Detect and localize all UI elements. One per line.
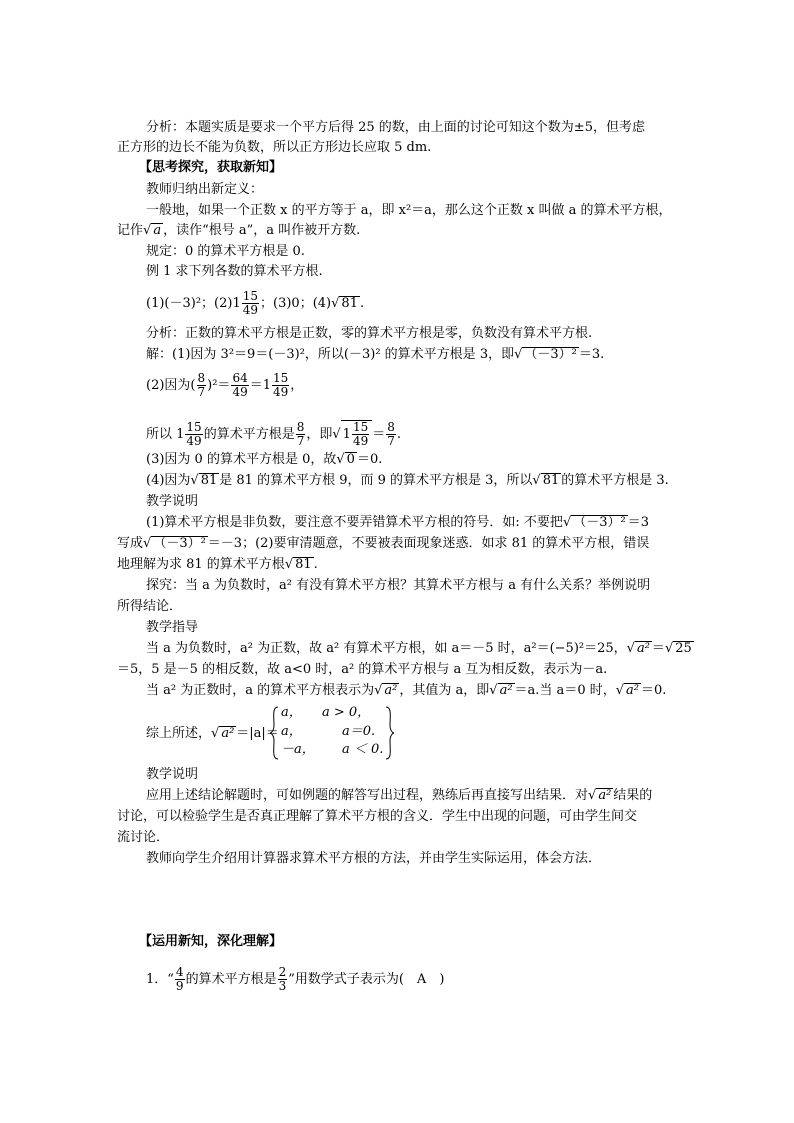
note2-line-4: 教师向学生介绍用计算器求算术平方根的方法，并由学生实际运用，体会方法．: [146, 851, 602, 866]
denominator: 9: [175, 979, 184, 993]
text: ，即: [306, 427, 333, 442]
denominator: 7: [197, 385, 206, 399]
heading-teaching-notes: 教学说明: [146, 494, 199, 509]
section-heading-apply: 【运用新知，深化理解】: [139, 934, 283, 949]
text: ＝－3；(2)要审清题意，不要被表面现象迷惑．如求 81 的算术平方根，错误: [207, 536, 650, 551]
numerator: 15: [186, 420, 202, 434]
sqrt-symbol: √ a²: [374, 683, 398, 698]
sqrt-symbol: √ 25: [664, 641, 692, 656]
radicand: a²: [384, 683, 398, 698]
text: 写成: [117, 536, 144, 551]
case-2-value: a，: [281, 724, 302, 739]
text: (2)因为(: [146, 378, 196, 393]
text: 结果的: [613, 788, 653, 803]
denominator: 3: [278, 979, 287, 993]
explore-line-1: 探究：当 a 为负数时，a² 有没有算术平方根？其算术平方根与 a 有什么关系？举例说明: [146, 578, 651, 593]
explore-line-2: 所得结论．: [117, 599, 183, 614]
solution-2: [146, 372, 303, 399]
summary-formula: [146, 726, 279, 742]
text: ，其值为 a，即: [399, 683, 490, 698]
section-heading-explore: 【思考探究，获取新知】: [139, 160, 283, 175]
sqrt-symbol: √ 81: [532, 473, 560, 488]
sqrt-symbol: √ （－3）²: [562, 515, 626, 530]
denominator: 7: [296, 434, 305, 448]
solution-2b: [146, 420, 401, 448]
text: (1)算术平方根是非负数，要注意不要弄错算术平方根的符号．如: 不要把: [146, 515, 563, 530]
text: ”用数学式子表示为( A ): [288, 972, 445, 987]
fraction: [185, 421, 202, 448]
text: 的算术平方根是: [203, 427, 295, 442]
sqrt-symbol: √ （－3）²: [143, 536, 206, 551]
numerator: 15: [273, 371, 289, 385]
guide-line-3: [146, 683, 666, 699]
fraction: [242, 290, 259, 317]
text: ；(3)0；(4): [260, 296, 332, 311]
definition-line-2: [117, 223, 360, 239]
text: 1．“: [146, 972, 174, 987]
sqrt-symbol: √ a²: [626, 641, 650, 656]
denominator: 49: [186, 434, 202, 448]
text: 的算术平方根是 3.: [561, 473, 669, 488]
example-1-title: 例 1 求下列各数的算术平方根.: [146, 264, 323, 279]
text: .: [313, 557, 318, 572]
note2-line-3: 流讨论．: [117, 830, 170, 845]
text: ＝0.: [356, 452, 383, 467]
text: 解：(1)因为 3²＝9＝(－3)²，所以(－3)² 的算术平方根是 3，即: [146, 347, 515, 362]
sqrt-symbol: √ a: [143, 223, 162, 238]
text: 的算术平方根是: [185, 972, 277, 987]
text: ，: [290, 378, 304, 393]
radicand: a²: [626, 683, 639, 698]
sqrt-symbol: √ a²: [615, 683, 639, 698]
fraction: [352, 421, 369, 448]
solution-4: [146, 473, 669, 489]
note-line-2: [117, 536, 649, 552]
sqrt-symbol: √ a²: [588, 788, 612, 803]
text: ＝: [372, 427, 386, 442]
sqrt-symbol: √ 1 $\frac{15}{49}$: [332, 420, 372, 448]
note2-line-2: 讨论，可以检验学生是否真正理解了算术平方根的含义．学生中出现的问题，可由学生间交: [117, 809, 638, 824]
sqrt-symbol: √ 81: [284, 557, 312, 572]
fraction: [386, 421, 396, 448]
case-1-condition: a > 0，: [322, 705, 371, 720]
guide-line-2: ＝5，5 是－5 的相反数，故 a<0 时，a² 的算术平方根与 a 互为相反数，表示为－a.: [117, 662, 608, 677]
text: 应用上述结论解题时，可如例题的解答写出过程，熟练后再直接写出结果．对: [146, 788, 589, 803]
text: )²＝: [207, 378, 231, 393]
radicand: a: [153, 223, 162, 238]
fraction: [175, 966, 185, 993]
guide-line-1: [146, 641, 694, 657]
text: ＝3: [627, 515, 649, 530]
numerator: 8: [387, 420, 395, 434]
radicand: 81: [200, 473, 218, 488]
numerator: 64: [232, 371, 248, 385]
sqrt-symbol: √ 0: [336, 452, 355, 467]
radicand: [341, 420, 373, 448]
radicand: a²: [221, 726, 235, 741]
heading-teaching-guide: 教学指导: [146, 620, 199, 635]
radicand: （－3）²: [573, 515, 626, 530]
sqrt-symbol: √ 81: [190, 473, 218, 488]
radicand: a²: [636, 641, 650, 656]
fraction: [278, 966, 288, 993]
note-line-1: [146, 515, 649, 531]
sqrt-symbol: √ a²: [211, 726, 235, 741]
text: ＝3.: [578, 347, 605, 362]
analysis-negative-line: 分析：正数的算术平方根是正数，零的算术平方根是零，负数没有算术平方根.: [146, 326, 593, 341]
case-1-value: a，: [281, 705, 302, 720]
numerator: 8: [197, 371, 206, 385]
solution-3: [146, 452, 382, 468]
numerator: 4: [175, 965, 184, 979]
definition-line-1: 一般地，如果一个正数 x 的平方等于 a，即 x²＝a，那么这个正数 x 叫做 a 的算术平方根，: [146, 203, 672, 218]
radicand: a²: [499, 683, 513, 698]
radicand: a²: [598, 788, 612, 803]
text: 所以 1: [146, 427, 185, 442]
fraction: [296, 421, 306, 448]
case-2-condition: a＝0.: [342, 724, 376, 739]
numerator: 15: [352, 420, 369, 434]
text: 记作: [117, 223, 144, 238]
radicand: （－3）²: [524, 347, 577, 362]
denominator: 49: [242, 303, 259, 317]
fraction: [272, 372, 289, 399]
note2-line-1: [146, 788, 652, 804]
note-line-3: [117, 557, 318, 573]
text: ＝: [651, 641, 665, 656]
denominator: 49: [352, 434, 369, 448]
radicand: （－3）²: [153, 536, 206, 551]
heading-teaching-notes-2: 教学说明: [146, 767, 199, 782]
sqrt-symbol: √ 81: [331, 296, 358, 311]
numerator: 15: [242, 289, 259, 303]
text: ＝0.: [640, 683, 667, 698]
denominator: 49: [273, 385, 289, 399]
analysis-line-2: 正方形的边长不能为负数，所以正方形边长应取 5 dm.: [117, 140, 432, 155]
numerator: 2: [278, 965, 287, 979]
teacher-summary-line: 教师归纳出新定义：: [146, 182, 264, 197]
fraction: [231, 372, 248, 399]
case-3-condition: a ＜ 0.: [342, 742, 384, 757]
case-3-value: －a，: [281, 742, 315, 757]
sqrt-symbol: √ a²: [489, 683, 513, 698]
text: ＝a.当 a＝0 时，: [514, 683, 616, 698]
example-1-items: [146, 290, 364, 317]
denominator: 49: [232, 385, 248, 399]
text: .: [359, 296, 365, 311]
solution-1: [146, 347, 604, 363]
text: 当 a 为负数时，a² 为正数，故 a² 有算术平方根，如 a＝－5 时，a²＝(−5)²＝25，: [146, 641, 627, 656]
radicand: 81: [341, 296, 358, 311]
text: ＝1: [249, 378, 271, 393]
radicand: 81: [295, 557, 312, 572]
text: 综上所述，: [146, 726, 212, 741]
radicand: 81: [542, 473, 560, 488]
text: ，读作“根号 a”，a 叫作被开方数.: [163, 223, 361, 238]
fraction: [197, 372, 207, 399]
text: ＝|a|＝: [236, 726, 279, 741]
numerator: 8: [296, 420, 305, 434]
rule-line: 规定：0 的算术平方根是 0.: [146, 244, 305, 259]
radicand: 0: [346, 452, 355, 467]
text: 1: [342, 427, 351, 442]
sqrt-symbol: √ （－3）²: [514, 347, 577, 362]
text: .: [396, 427, 402, 442]
analysis-line-1: 分析：本题实质是要求一个平方后得 25 的数，由上面的讨论可知这个数为±5，但考虑: [146, 120, 645, 135]
text: (3)因为 0 的算术平方根是 0，故: [146, 452, 337, 467]
denominator: 7: [387, 434, 395, 448]
radicand: 25: [675, 641, 692, 656]
text: 当 a² 为正数时，a 的算术平方根表示为: [146, 683, 375, 698]
text: 地理解为求 81 的算术平方根: [117, 557, 285, 572]
text: (4)因为: [146, 473, 191, 488]
text: (1)(－3)²；(2)1: [146, 296, 241, 311]
exercise-1: [146, 966, 444, 993]
text: 是 81 的算术平方根 9，而 9 的算术平方根是 3，所以: [219, 473, 533, 488]
